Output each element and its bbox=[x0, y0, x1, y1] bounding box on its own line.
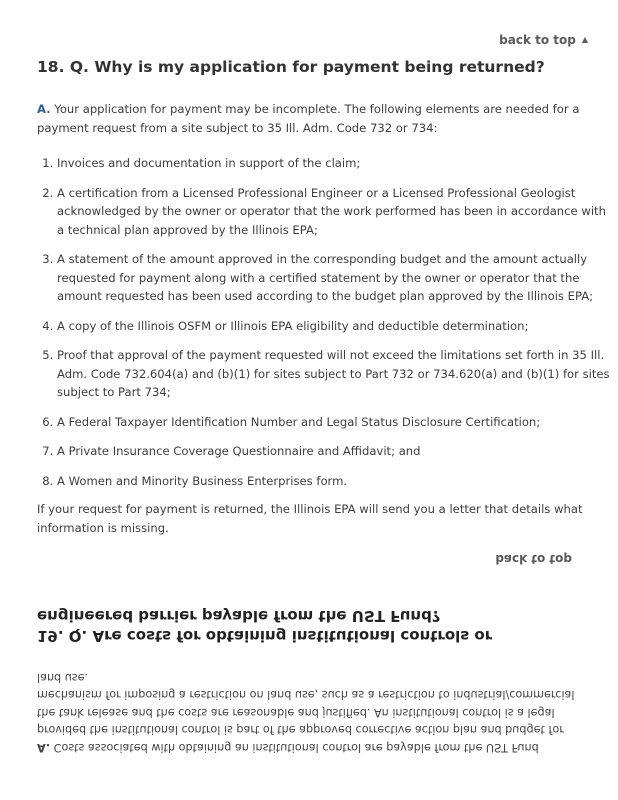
list-item: 3. A statement of the amount approved in the corresponding budget and the amount actually requested for payment along with a certified statement by the owner or operator that the amount requested has been used according to the budget plan approved by the Illinois EPA; bbox=[57, 250, 613, 306]
back-to-top-label: back to top bbox=[499, 33, 576, 47]
back-to-top-link-mirrored[interactable]: back to top bbox=[495, 552, 572, 566]
answer-intro-text: Your application for payment may be incomplete. The following elements are needed for a payment request from a site subject to 35 Ill. Adm. Code 732 or 734: bbox=[37, 102, 580, 135]
list-item: 6. A Federal Taxpayer Identification Number and Legal Status Disclosure Certification; bbox=[57, 413, 613, 432]
requirements-list bbox=[37, 154, 613, 501]
list-item: 4. A copy of the Illinois OSFM or Illinois EPA eligibility and deductible determination; bbox=[57, 317, 613, 336]
question-18-answer-intro bbox=[37, 100, 589, 137]
answer-label: A. bbox=[37, 102, 51, 116]
list-item: 8. A Women and Minority Business Enterprises form. bbox=[57, 472, 613, 491]
question-19-answer-text: Costs associated with obtaining an institutional control are payable from the UST Fund provided the institutional control is part of the approved corrective action plan and budget for the tank release and the costs are reasonable and justified. An institutional control is a legal mechanism for imposing a restriction on land use, such as a restriction to industrial/commercial land use. bbox=[37, 671, 575, 754]
mirrored-question-19-section bbox=[37, 552, 582, 756]
question-18-title: 18. Q. Why is my application for payment being returned? bbox=[37, 58, 545, 76]
up-arrow-icon: ▲ bbox=[581, 35, 588, 44]
list-item: 2. A certification from a Licensed Professional Engineer or a Licensed Professional Geologist acknowledged by the owner or operator that the work performed has been in accordance with a technical plan approved by the Illinois EPA; bbox=[57, 184, 613, 240]
answer-label: A. bbox=[37, 741, 51, 754]
question-19-title: 19. Q. Are costs for obtaining institutional controls or engineered barrier payable from the UST Fund? bbox=[37, 607, 493, 645]
question-19-answer bbox=[37, 669, 577, 757]
list-item: 1. Invoices and documentation in support of the claim; bbox=[57, 154, 613, 173]
back-to-top-link[interactable] bbox=[499, 33, 588, 47]
list-item: 7. A Private Insurance Coverage Questionnaire and Affidavit; and bbox=[57, 442, 613, 461]
question-18-closing: If your request for payment is returned, the Illinois EPA will send you a letter that details what information is missing. bbox=[37, 502, 583, 535]
list-item: 5. Proof that approval of the payment requested will not exceed the limitations set forth in 35 Ill. Adm. Code 732.604(a) and (b)(1) for sites subject to Part 732 or 734.620(a) and (b)(1) for sites subject to Part 734; bbox=[57, 346, 613, 402]
